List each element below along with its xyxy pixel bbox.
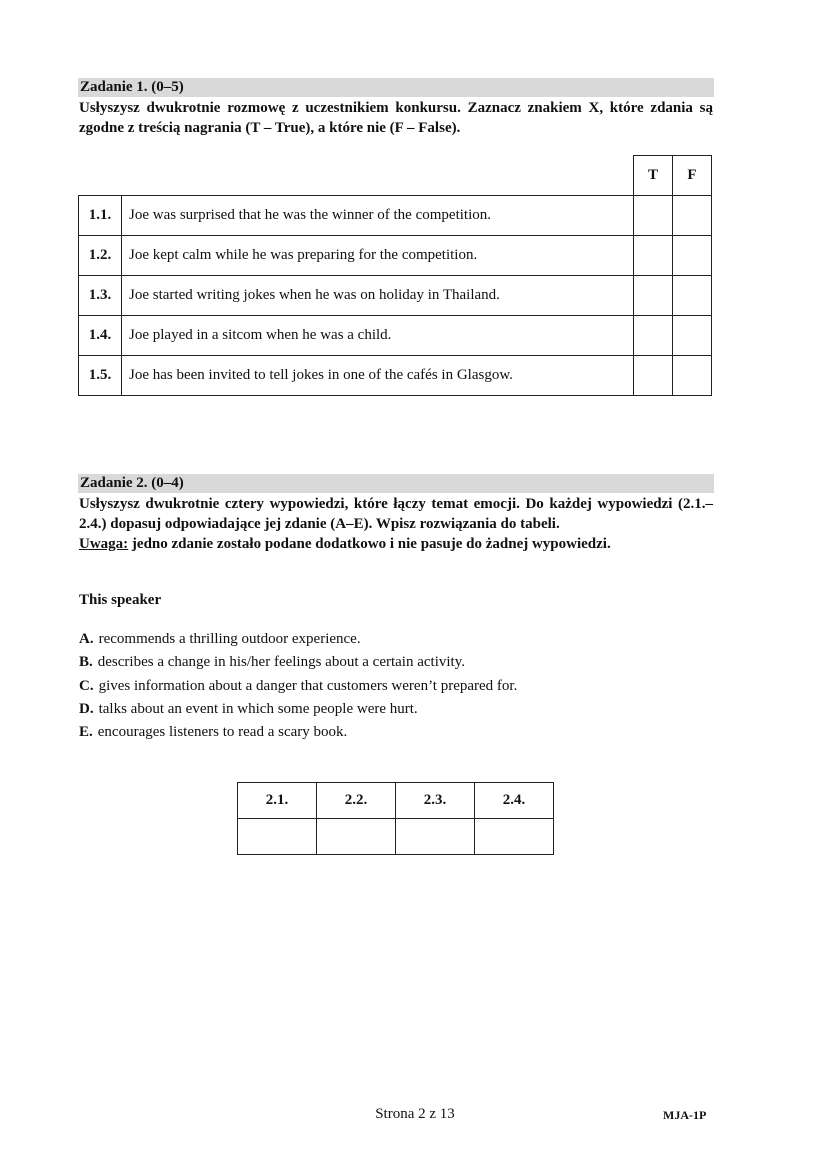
statement-number: 1.2. [79,236,122,276]
table-row [79,356,712,396]
task1-instructions: Usłyszysz dwukrotnie rozmowę z uczestnikiem konkursu. Zaznacz znakiem X, które zdania są zgodne z treścią nagrania (T – True), a które nie (F – False). [79,100,713,136]
options-list [79,628,517,744]
answer-table [237,782,554,855]
statement-text: Joe played in a sitcom when he was a child. [122,316,634,356]
statement-number: 1.4. [79,316,122,356]
speaker-title: This speaker [79,592,162,608]
option-letter: A. [79,631,94,647]
task2-instructions [79,494,713,554]
answer-cell-2-3[interactable] [396,819,475,855]
note-text: jedno zdanie zostało podane dodatkowo i nie pasuje do żadnej wypowiedzi. [128,536,611,552]
option-text: describes a change in his/her feelings about a certain activity. [97,654,465,671]
option-letter: B. [79,654,93,671]
table-row [79,316,712,356]
exam-code: MJA-1P [663,1108,707,1122]
list-item [79,698,517,721]
answer-header-row [238,783,554,819]
option-letter: E. [79,724,93,741]
list-item [79,628,517,651]
column-f-header: F [673,156,712,196]
answer-cell-2-2[interactable] [317,819,396,855]
answer-cell-t[interactable] [634,236,673,276]
answer-header: 2.2. [317,783,396,819]
option-text: encourages listeners to read a scary book. [97,724,348,741]
table-row [79,276,712,316]
table-header-row [79,156,712,196]
task2-header: Zadanie 2. (0–4) [78,474,714,493]
page-number: Strona 2 z 13 [375,1106,455,1122]
answer-cell-t[interactable] [634,316,673,356]
answer-cell-f[interactable] [673,196,712,236]
table-row [79,196,712,236]
answer-cell-2-4[interactable] [475,819,554,855]
option-text: recommends a thrilling outdoor experience. [98,631,361,647]
statement-number: 1.1. [79,196,122,236]
list-item [79,651,517,674]
statement-text: Joe started writing jokes when he was on holiday in Thailand. [122,276,634,316]
table-row [79,236,712,276]
option-text: talks about an event in which some people were hurt. [98,700,418,717]
answer-header: 2.4. [475,783,554,819]
answer-cell-f[interactable] [673,276,712,316]
option-letter: C. [79,677,94,694]
answer-cell-t[interactable] [634,356,673,396]
task2-instructions-main: Usłyszysz dwukrotnie cztery wypowiedzi, które łączy temat emocji. Do każdej wypowiedzi (2.1.–2.4.) dopasuj odpowiadające jej zdanie (A–E). Wpisz rozwiązania do tabeli. [79,496,713,532]
answer-cell-f[interactable] [673,236,712,276]
option-text: gives information about a danger that customers weren’t prepared for. [98,677,518,694]
answer-cell-t[interactable] [634,196,673,236]
statement-number: 1.5. [79,356,122,396]
note-label: Uwaga: [79,536,129,552]
answer-cell-2-1[interactable] [238,819,317,855]
option-letter: D. [79,700,94,717]
statement-text: Joe kept calm while he was preparing for the competition. [122,236,634,276]
statement-text: Joe was surprised that he was the winner of the competition. [122,196,634,236]
statement-number: 1.3. [79,276,122,316]
answer-input-row [238,819,554,855]
list-item [79,721,517,744]
list-item [79,675,517,698]
answer-cell-f[interactable] [673,356,712,396]
task1-header: Zadanie 1. (0–5) [78,78,714,97]
statement-text: Joe has been invited to tell jokes in one of the cafés in Glasgow. [122,356,634,396]
true-false-table [78,155,712,396]
answer-cell-f[interactable] [673,316,712,356]
answer-header: 2.3. [396,783,475,819]
answer-header: 2.1. [238,783,317,819]
column-t-header: T [634,156,673,196]
answer-cell-t[interactable] [634,276,673,316]
